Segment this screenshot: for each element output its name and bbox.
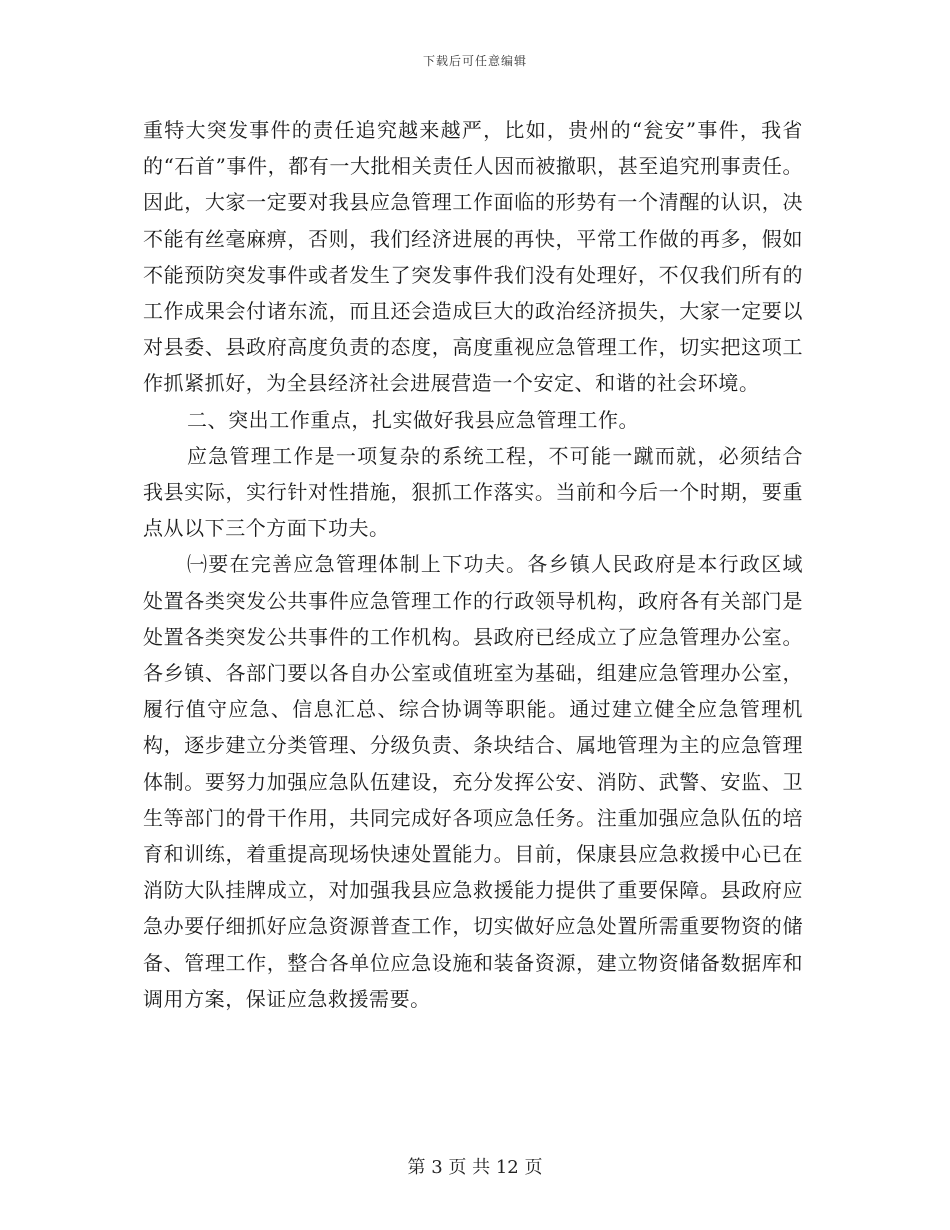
page-footer: 第 3 页 共 12 页 [407,1157,543,1178]
paragraph-3: ㈠要在完善应急管理体制上下功夫。各乡镇人民政府是本行政区域处置各类突发公共事件应急管理工作的行政领导机构，政府各有关部门是处置各类突发公共事件的工作机构。县政府已经成立了应急管理办公室。各乡镇、各部门要以各自办公室或值班室为基础，组建应急管理办公室，履行值守应急、信息汇总、综合协调等职能。通过建立健全应急管理机构，逐步建立分类管理、分级负责、条块结合、属地管理为主的应急管理体制。要努力加强应急队伍建设，充分发挥公安、消防、武警、安监、卫生等部门的骨干作用，共同完成好各项应急任务。注重加强应急队伍的培育和训练，着重提高现场快速处置能力。目前，保康县应急救援中心已在消防大队挂牌成立，对加强我县应急救援能力提供了重要保障。县政府应急办要仔细抓好应急资源普查工作，切实做好应急处置所需重要物资的储备、管理工作，整合各单位应急设施和装备资源，建立物资储备数据库和调用方案，保证应急救援需要。 [143,552,803,1011]
paragraph-1: 重特大突发事件的责任追究越来越严，比如，贵州的“瓮安”事件，我省的“石首”事件，都有一大批相关责任人因而被撤职，甚至追究刑事责任。因此，大家一定要对我县应急管理工作面临的形势有一个清醒的认识，决不能有丝毫麻痹，否则，我们经济进展的再快，平常工作做的再多，假如不能预防突发事件或者发生了突发事件我们没有处理好，不仅我们所有的工作成果会付诸东流，而且还会造成巨大的政治经济损失，大家一定要以对县委、县政府高度负责的态度，高度重视应急管理工作，切实把这项工作抓紧抓好，为全县经济社会进展营造一个安定、和谐的社会环境。 [143,118,803,396]
paragraph-2: 应急管理工作是一项复杂的系统工程，不可能一蹴而就，必须结合我县实际，实行针对性措施，狠抓工作落实。当前和今后一个时期，要重点从以下三个方面下功夫。 [143,443,803,541]
section-heading: 二、突出工作重点，扎实做好我县应急管理工作。 [187,407,640,432]
page-header: 下载后可任意编辑 [422,54,527,68]
document-body [143,112,803,1017]
